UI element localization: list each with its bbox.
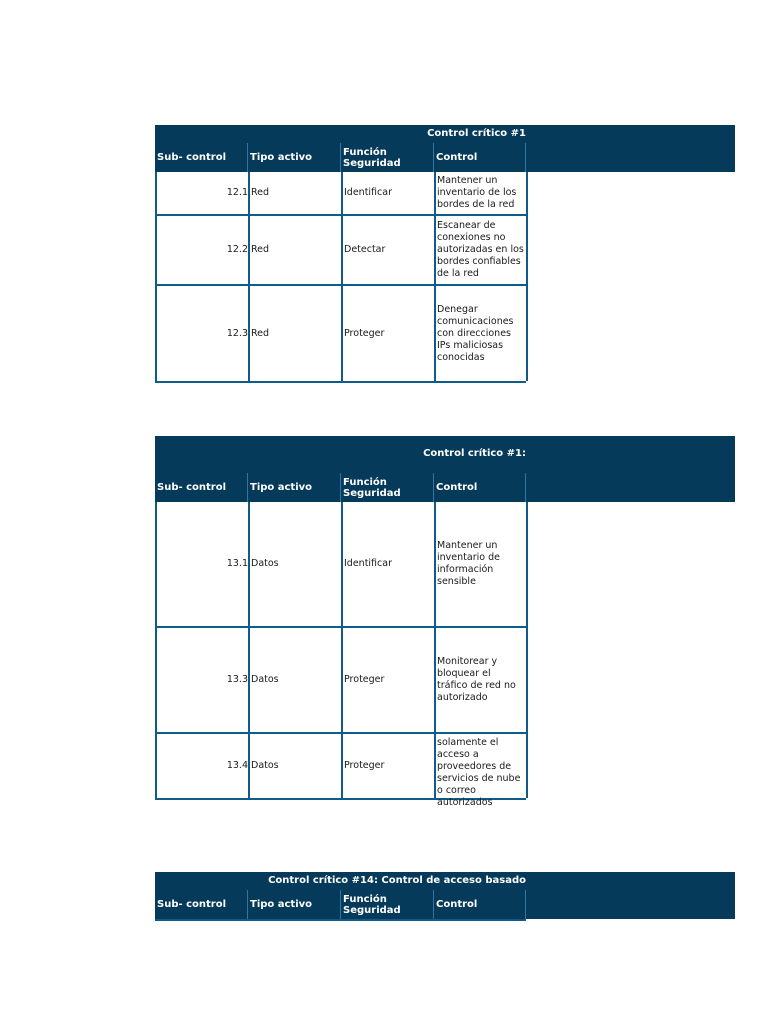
table-row bbox=[157, 502, 528, 626]
column-header-control: Control bbox=[434, 890, 526, 919]
table-header-band bbox=[155, 125, 735, 172]
table-header-band bbox=[155, 436, 735, 502]
funcion-cell: Proteger bbox=[343, 734, 436, 798]
column-header-tipo-activo: Tipo activo bbox=[248, 473, 341, 502]
control-table-14 bbox=[155, 872, 735, 919]
sub-control-cell: 13.1 bbox=[157, 502, 250, 626]
column-header-control: Control bbox=[434, 473, 526, 502]
control-table-12 bbox=[155, 125, 735, 383]
control-table-13 bbox=[155, 436, 735, 808]
column-header-tipo-activo: Tipo activo bbox=[248, 890, 341, 919]
column-header-row bbox=[155, 890, 526, 919]
sub-control-cell: 12.1 bbox=[157, 172, 250, 214]
funcion-cell: Proteger bbox=[343, 286, 436, 381]
funcion-cell: Detectar bbox=[343, 216, 436, 284]
table-row bbox=[157, 284, 528, 381]
column-header-sub-control: Sub- control bbox=[155, 473, 248, 502]
table-title: Control crítico #1 bbox=[427, 128, 526, 139]
column-header-funcion-seguridad: Función Seguridad bbox=[341, 143, 434, 172]
column-header-control: Control bbox=[434, 143, 526, 172]
tipo-activo-cell: Datos bbox=[250, 628, 343, 732]
tipo-activo-cell: Datos bbox=[250, 502, 343, 626]
control-cell: Denegar comunicaciones con direcciones IPs maliciosas conocidas bbox=[436, 286, 528, 381]
control-cell: solamente el acceso a proveedores de servicios de nube o correo autorizados bbox=[436, 734, 528, 798]
sub-control-cell: 12.3 bbox=[157, 286, 250, 381]
tipo-activo-cell: Red bbox=[250, 286, 343, 381]
table-bottom-border bbox=[155, 919, 526, 921]
funcion-cell: Identificar bbox=[343, 172, 436, 214]
control-cell: Mantener un inventario de información sensible bbox=[436, 502, 528, 626]
column-header-funcion-seguridad: Función Seguridad bbox=[341, 473, 434, 502]
sub-control-cell: 12.2 bbox=[157, 216, 250, 284]
funcion-cell: Proteger bbox=[343, 628, 436, 732]
table-body bbox=[155, 172, 526, 383]
column-header-funcion-seguridad: Función Seguridad bbox=[341, 890, 434, 919]
control-cell: Escanear de conexiones no autorizadas en los bordes confiables de la red bbox=[436, 216, 528, 284]
table-row bbox=[157, 172, 528, 214]
table-title: Control crítico #14: Control de acceso basado bbox=[268, 875, 526, 886]
sub-control-cell: 13.4 bbox=[157, 734, 250, 798]
column-header-sub-control: Sub- control bbox=[155, 890, 248, 919]
column-header-row bbox=[155, 473, 526, 502]
column-header-tipo-activo: Tipo activo bbox=[248, 143, 341, 172]
table-row bbox=[157, 214, 528, 284]
table-title: Control crítico #1: bbox=[423, 448, 526, 459]
control-cell: Mantener un inventario de los bordes de la red bbox=[436, 172, 528, 214]
funcion-cell: Identificar bbox=[343, 502, 436, 626]
table-row bbox=[157, 626, 528, 732]
table-body bbox=[155, 502, 526, 808]
table-row bbox=[157, 732, 528, 808]
table-header-band bbox=[155, 872, 735, 919]
tipo-activo-cell: Red bbox=[250, 172, 343, 214]
tipo-activo-cell: Datos bbox=[250, 734, 343, 798]
tipo-activo-cell: Red bbox=[250, 216, 343, 284]
control-cell: Monitorear y bloquear el tráfico de red no autorizado bbox=[436, 628, 528, 732]
sub-control-cell: 13.3 bbox=[157, 628, 250, 732]
column-header-sub-control: Sub- control bbox=[155, 143, 248, 172]
column-header-row bbox=[155, 143, 526, 172]
